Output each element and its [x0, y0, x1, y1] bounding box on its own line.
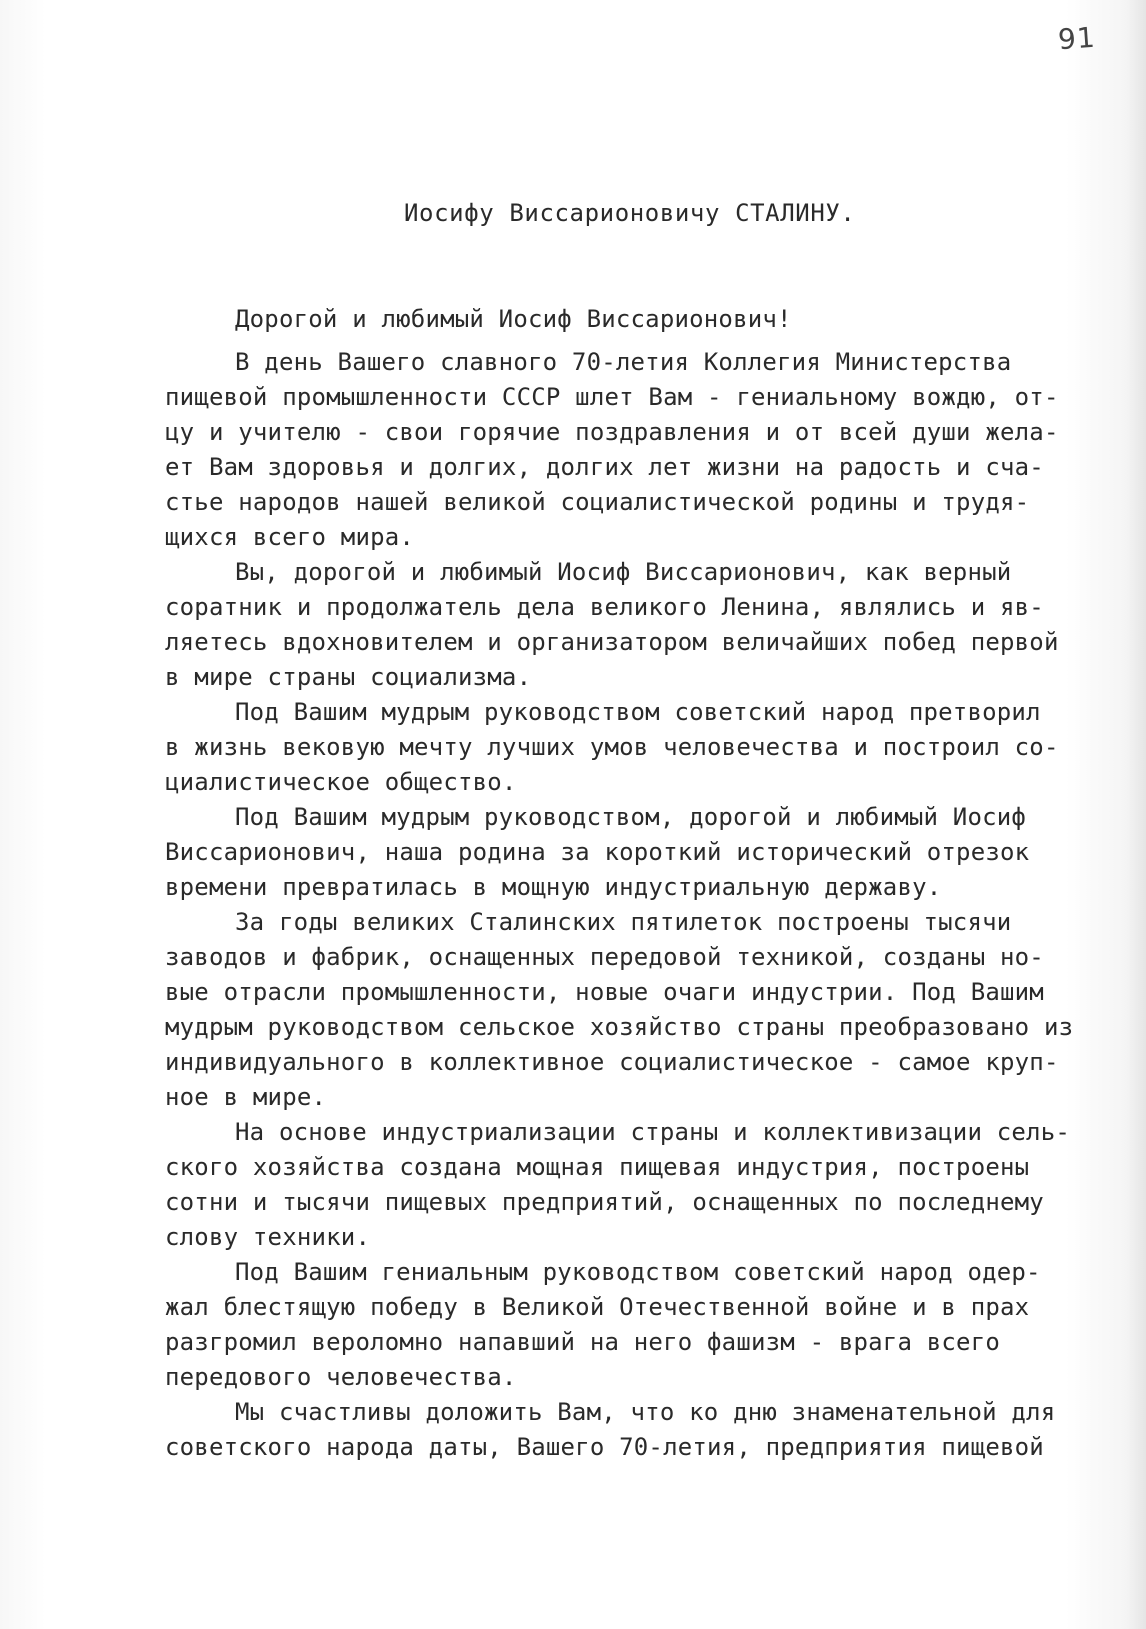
- text-line: За годы великих Сталинских пятилеток построены тысячи: [235, 908, 1012, 936]
- paragraph: [165, 905, 1100, 1115]
- text-line: ет Вам здоровья и долгих, долгих лет жизни на радость и сча-: [165, 453, 1044, 481]
- text-line: разгромил вероломно напавший на него фашизм - врага всего: [165, 1328, 1001, 1356]
- text-line: в мире страны социализма.: [165, 663, 532, 691]
- text-line: Под Вашим гениальным руководством советский народ одер-: [235, 1258, 1041, 1286]
- paragraph: [165, 695, 1100, 800]
- salutation-gap: [165, 337, 1100, 345]
- text-line: В день Вашего славного 70-летия Коллегия Министерства: [235, 348, 1012, 376]
- text-line: времени превратилась в мощную индустриальную державу.: [165, 873, 942, 901]
- paragraph: [165, 1395, 1100, 1465]
- text-line: заводов и фабрик, оснащенных передовой техникой, созданы но-: [165, 943, 1044, 971]
- salutation: Дорогой и любимый Иосиф Виссарионович!: [235, 305, 792, 333]
- text-line: ского хозяйства создана мощная пищевая индустрия, построены: [165, 1153, 1030, 1181]
- text-line: в жизнь вековую мечту лучших умов человечества и построил со-: [165, 733, 1059, 761]
- text-line: На основе индустриализации страны и коллективизации сель-: [235, 1118, 1071, 1146]
- text-line: ное в мире.: [165, 1083, 327, 1111]
- text-line: индивидуального в коллективное социалистическое - самое круп-: [165, 1048, 1059, 1076]
- paragraphs: [165, 345, 1100, 1465]
- text-line: щихся всего мира.: [165, 523, 415, 551]
- text-line: цу и учителю - свои горячие поздравления и от всей души жела-: [165, 418, 1059, 446]
- text-line: слову техники.: [165, 1223, 371, 1251]
- text-line: жал блестящую победу в Великой Отечественной войне и в прах: [165, 1293, 1030, 1321]
- page-number: 91: [1056, 20, 1097, 57]
- text-line: стье народов нашей великой социалистической родины и трудя-: [165, 488, 1030, 516]
- text-line: Под Вашим мудрым руководством, дорогой и любимый Иосиф: [235, 803, 1027, 831]
- addressee-title: Иосифу Виссарионовичу СТАЛИНУ.: [404, 199, 856, 227]
- paragraph: [165, 555, 1100, 695]
- text-line: Мы счастливы доложить Вам, что ко дню знаменательной для: [235, 1398, 1056, 1426]
- text-line: Под Вашим мудрым руководством советский народ претворил: [235, 698, 1041, 726]
- text-line: ляетесь вдохновителем и организатором величайших побед первой: [165, 628, 1059, 656]
- paragraph: [165, 1255, 1100, 1395]
- text-line: передового человечества.: [165, 1363, 517, 1391]
- text-line: пищевой промышленности СССР шлет Вам - гениальному вождю, от-: [165, 383, 1059, 411]
- paragraph: [165, 345, 1100, 555]
- text-line: Вы, дорогой и любимый Иосиф Виссарионович, как верный: [235, 558, 1012, 586]
- text-line: циалистическое общество.: [165, 768, 517, 796]
- letter-body: [165, 302, 1100, 1465]
- paragraph: [165, 1115, 1100, 1255]
- scan-shadow: [1126, 0, 1146, 1629]
- text-line: сотни и тысячи пищевых предприятий, оснащенных по последнему: [165, 1188, 1044, 1216]
- text-line: советского народа даты, Вашего 70-летия, предприятия пищевой: [165, 1433, 1044, 1461]
- text-line: вые отрасли промышленности, новые очаги индустрии. Под Вашим: [165, 978, 1044, 1006]
- text-line: Виссарионович, наша родина за короткий исторический отрезок: [165, 838, 1030, 866]
- text-line: мудрым руководством сельское хозяйство страны преобразовано из: [165, 1013, 1074, 1041]
- text-line: соратник и продолжатель дела великого Ленина, являлись и яв-: [165, 593, 1044, 621]
- paragraph: [165, 800, 1100, 905]
